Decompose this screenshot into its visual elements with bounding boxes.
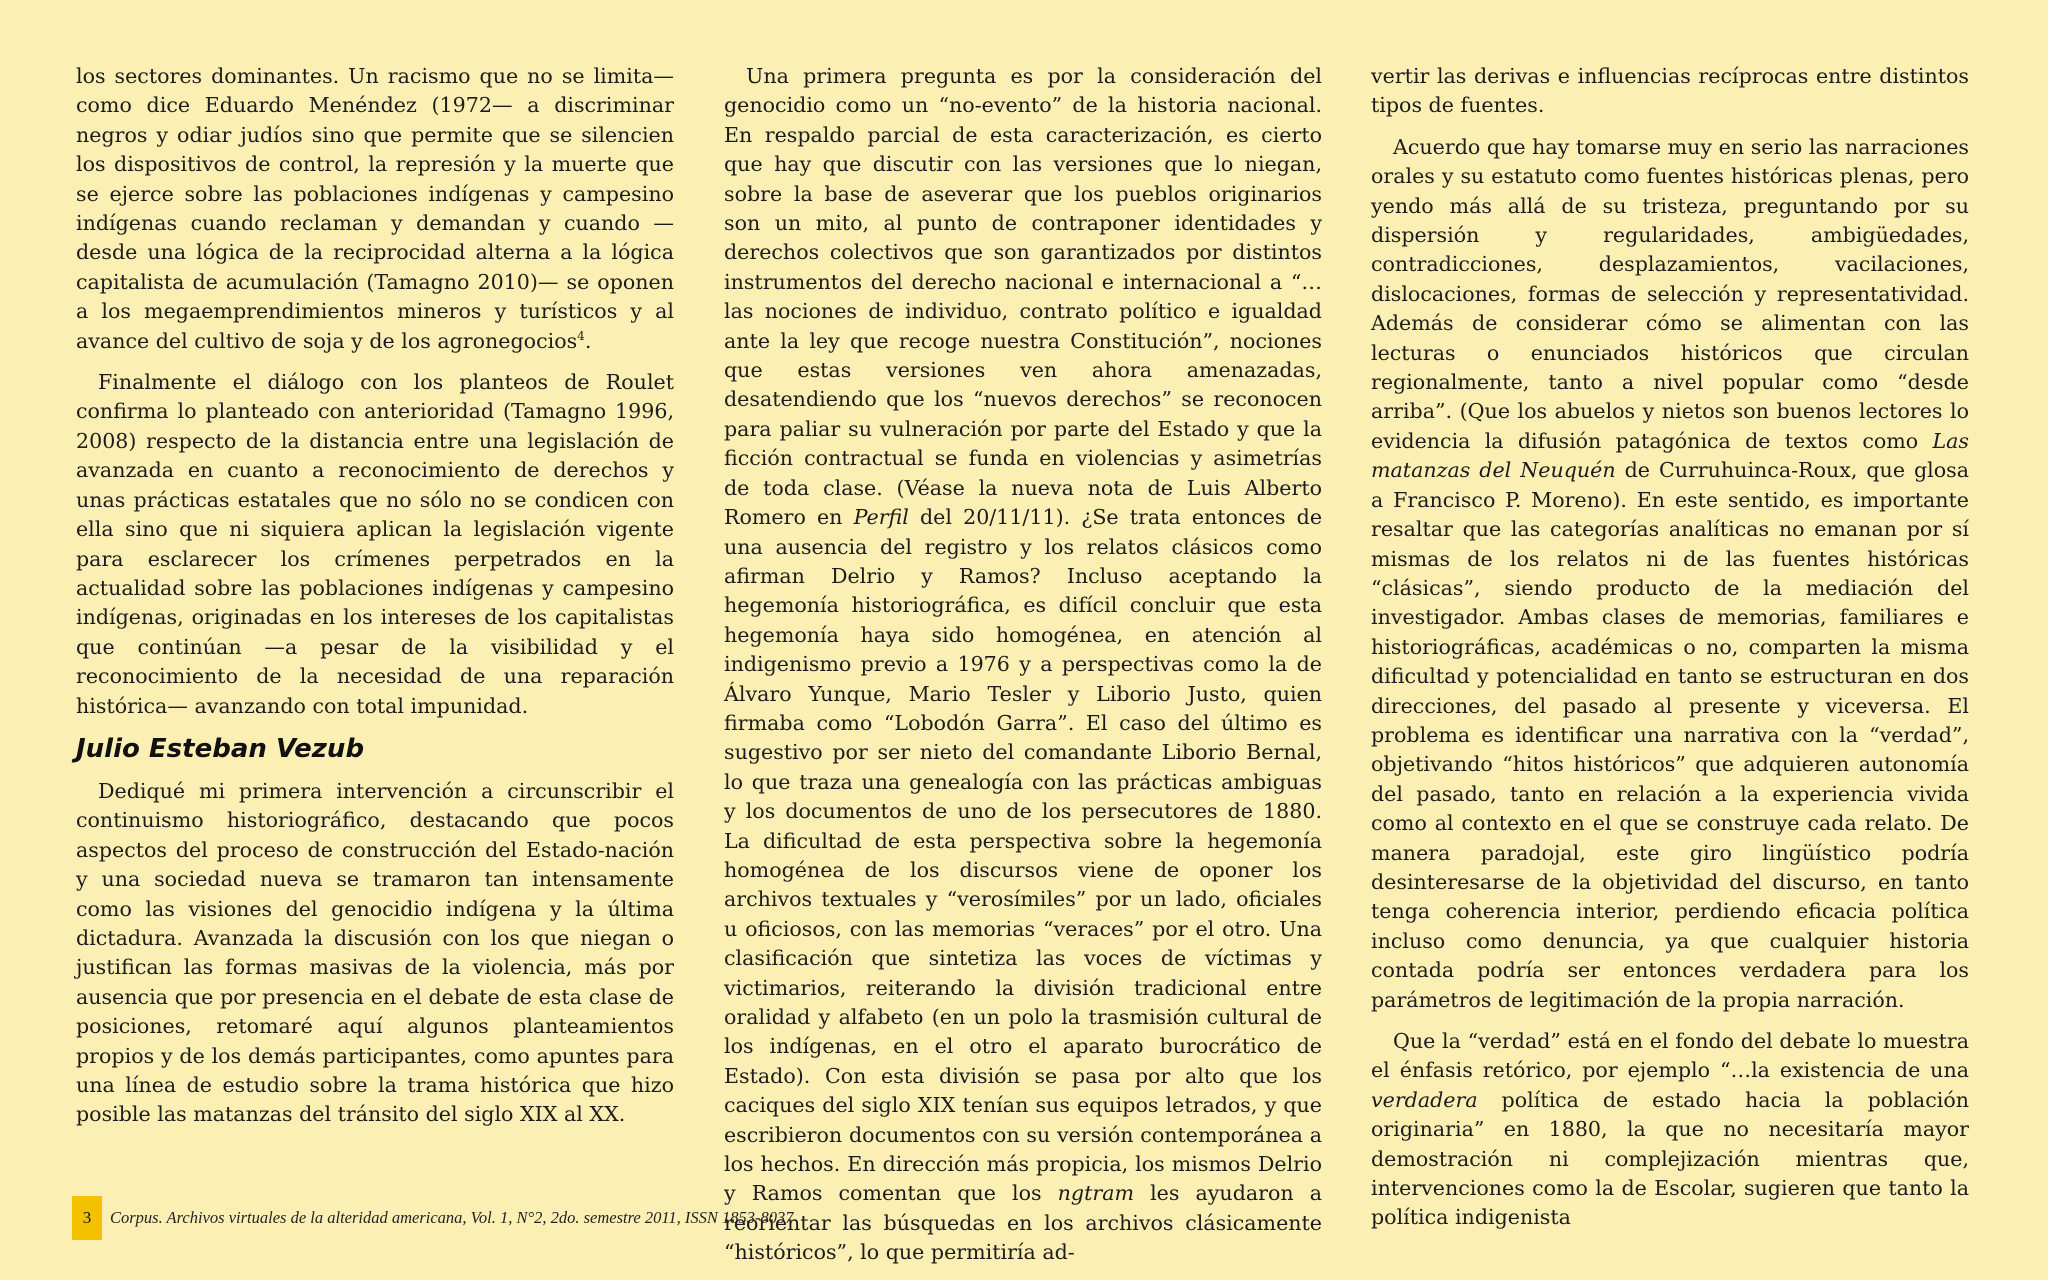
paragraph-text: les ayudaron a reorientar las búsquedas en los archivos clásicamente “históricos”, lo que permitiría ad- (724, 1181, 1323, 1265)
paragraph-text: Una primera pregunta es por la consideración del genocidio como un “no-evento” de la historia nacional. En respaldo parcial de esta caracterización, es cierto que hay que discutir con las versiones que lo niegan, sobre la base de aseverar que los pueblos originarios son un mito, al punto de contraponer identidades y derechos colectivos que son garantizados por distintos instrumentos del derecho nacional e internacional a “…las nociones de individuo, contrato político e igualdad ante la ley que recoge nuestra Constitución”, nociones que estas versiones ven ahora amenazadas, desatendiendo que los “nuevos derechos” se reconocen para paliar su vulneración por parte del Estado y que la ficción contractual se funda en violencias y asimetrías de toda clase. (Véase la nueva nota de Luis Alberto Romero en (724, 64, 1322, 530)
author-heading: Julio Esteban Vezub (76, 733, 365, 764)
paragraph: los sectores dominantes. Un racismo que no se limita—como dice Eduardo Menéndez (1972— a discriminar negros y odiar judíos sino que permite que se silencien los dispositivos de control, la represión y la muerte que se ejerce sobre las poblaciones indígenas y campesino indígenas cuando reclaman y demandan y cuando —desde una lógica de la reciprocidad alterna a la lógica capitalista de acumulación (Tamagno 2010)— se oponen a los megaemprendimientos mineros y turísticos y al avance del cultivo de soja y de los agronegocios$^4$. (76, 64, 674, 353)
paragraph-text: del 20/11/11). ¿Se trata entonces de una ausencia del registro y los relatos clásicos como afirman Delrio y Ramos? Incluso aceptando la hegemonía historiográfica, es difícil concluir que esta hegemonía haya sido homogénea, en atención al indigenismo previo a 1976 y a perspectivas como la de Álvaro Yunque, Mario Tesler y Liborio Justo, quien firmaba como “Lobodón Garra”. El caso del último es sugestivo por ser nieto del comandante Liborio Bernal, lo que traza una genealogía con las prácticas ambiguas y los documentos de uno de los persecutores de 1880. La dificultad de esta perspectiva sobre la hegemonía homogénea de los discursos viene de oponer los archivos textuales y “verosímiles” por un lado, oficiales u oficiosos, con las memorias “veraces” por el otro. Una clasificación que sintetiza las voces de víctimas y victimarios, reiterando la división tradicional entre oralidad y alfabeto (en un polo la trasmisión cultural de los indígenas, en el otro el aparato burocrático de Estado). Con esta división se pasa por alto que los caciques del siglo XIX tenían sus equipos letrados, y que escribieron documentos con su versión contemporánea a los hechos. En dirección más propicia, los mismos Delrio y Ramos comentan que los (724, 505, 1323, 1206)
paragraph (724, 62, 1322, 1268)
italic-title: Perfil (853, 505, 909, 530)
footnote-marker[interactable]: 4 (577, 328, 585, 343)
italic-term: verdadera (1371, 1087, 1478, 1112)
italic-term: ngtram (1057, 1181, 1135, 1206)
paragraph: Finalmente el diálogo con los planteos de Roulet confirma lo planteado con anterioridad (Tamagno 1996, 2008) respecto de la distancia entre una legislación de avanzada en cuanto a reconocimiento de derechos y unas prácticas estatales que no sólo no se condicen con ella sino que ni siquiera aplican la legislación vigente para esclarecer los crímenes perpetrados en la actualidad sobre las poblaciones indígenas y campesino indígenas, originadas en los intereses de los capitalistas que continúan —a pesar de la visibilidad y el reconocimiento de la necesidad de una reparación histórica— avanzando con total impunidad. (76, 370, 674, 718)
paragraph-text: de Curruhuinca-Roux, que glosa a Francisco P. Moreno). En este sentido, es importante resaltar que las categorías analíticas no emanan por sí mismas de los relatos ni de las fuentes históricas “clásicas”, siendo producto de la mediación del investigador. Ambas clases de memorias, familiares e historiográficas, académicas o no, comparten la misma dificultad y potencialidad en tanto se estructuran en dos direcciones, del pasado al presente y viceversa. El problema es identificar una narrativa con la “verdad”, objetivando “hitos históricos” que adquieren autonomía del pasado, tanto en relación a la experiencia vivida como al contexto en el que se construye cada relato. De manera paradojal, este giro lingüístico podría desinteresarse de la objetividad del discurso, en tanto tenga coherencia interior, perdiendo eficacia política incluso como denuncia, ya que cualquier historia contada podría ser entonces verdadera para los parámetros de legitimación de la propia narración. (1371, 458, 1969, 1012)
paragraph (1371, 1027, 1969, 1233)
paragraph: vertir las derivas e influencias recíprocas entre distintos tipos de fuentes. (1371, 64, 1969, 118)
paragraph (1371, 133, 1969, 1015)
page-footer (72, 1196, 972, 1240)
paragraph: Dediqué mi primera intervención a circunscribir el continuismo historiográfico, destacando que pocos aspectos del proceso de construcción del Estado-nación y una sociedad nueva se tramaron tan intensamente como las visiones del genocidio indígena y la última dictadura. Avanzada la discusión con los que niegan o justifican las formas masivas de la violencia, más por ausencia que por presencia en el debate de esta clase de posiciones, retomaré aquí algunos planteamientos propios y de los demás participantes, como apuntes para una línea de estudio sobre la trama histórica que hizo posible las matanzas del tránsito del siglo XIX al XX. (76, 778, 674, 1127)
text-column-3 (1371, 62, 1969, 1245)
paragraph-text: Acuerdo que hay tomarse muy en serio las narraciones orales y su estatuto como fuentes históricas plenas, pero yendo más allá de su tristeza, preguntando por su dispersión y regularidades, ambigüedades, contradicciones, desplazamientos, vacilaciones, dislocaciones, formas de selección y representatividad. Además de considerar cómo se alimentan con las lecturas o enunciados históricos que circulan regionalmente, tanto a nivel popular como “desde arriba”. (Que los abuelos y nietos son buenos lectores lo evidencia la difusión patagónica de textos como (1371, 134, 1969, 453)
italic-title: Las matanzas del Neuquén (1371, 428, 1969, 483)
page-number: 3 (72, 1196, 102, 1240)
text-column-1 (76, 62, 674, 1142)
text-column-2 (724, 62, 1322, 1280)
paragraph-text: los sectores dominantes. Un racismo que no se limita—como dice Eduardo Menéndez (1972— a discriminar negros y odiar judíos sino que permite que se silencien los dispositivos de control, la represión y la muerte que se ejerce sobre las poblaciones indígenas y campesino indígenas cuando reclaman y demandan y cuando —desde una lógica de la reciprocidad alterna a la lógica capitalista de acumulación (Tamagno 2010)— se oponen a los megaemprendimientos mineros y turísticos y al avance del cultivo de soja y de los agronegocios (76, 64, 674, 353)
paragraph-text: Que la “verdad” está en el fondo del debate lo muestra el énfasis retórico, por ejemplo “…la existencia de una (1371, 1029, 1969, 1083)
journal-citation: Corpus. Archivos virtuales de la alteridad americana, Vol. 1, N°2, 2do. semestre 2011, ISSN 1853-8037 (110, 1208, 794, 1227)
paragraph-text: política de estado hacia la población originaria” en 1880, la que no necesitaría mayor demostración ni complejización mientras que, intervenciones como la de Escolar, sugieren que tanto la política indigenista (1371, 1087, 1969, 1230)
